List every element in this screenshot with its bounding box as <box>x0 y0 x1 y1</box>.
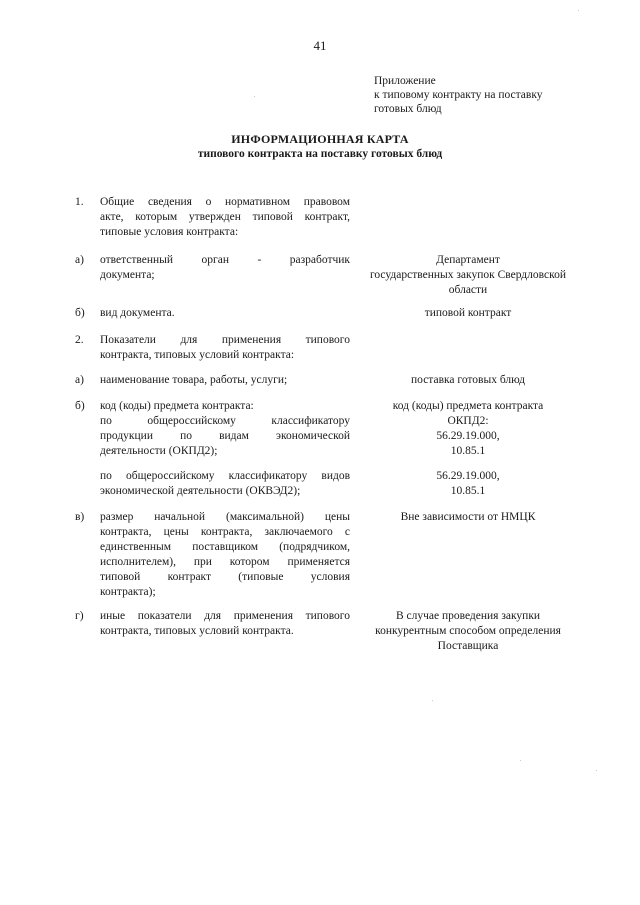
item-value <box>354 609 582 654</box>
item-description <box>100 510 350 600</box>
item-description-line: наименование товара, работы, услуги; <box>100 374 288 386</box>
item-description-line: типовой контракт (типовые условия <box>100 571 350 583</box>
document-title: ИНФОРМАЦИОННАЯ КАРТА <box>231 132 409 146</box>
item-description-line: типовые условия контракта: <box>100 226 239 238</box>
item-description-line: исполнителем), при котором применяется <box>100 556 350 568</box>
item-description-line: по общероссийскому классификатору <box>100 415 350 427</box>
item-description-line: вид документа. <box>100 307 175 319</box>
item-value-line: государственных закупок Свердловской <box>369 269 567 281</box>
scan-speck <box>432 700 433 701</box>
item-description-line: экономической деятельности (ОКВЭД2); <box>100 485 301 497</box>
item-value-line: Департамент <box>436 254 500 266</box>
item-value-line: ОКПД2: <box>447 415 489 427</box>
appendix-line: к типовому контракту на поставку <box>374 89 543 101</box>
item-value-line: В случае проведения закупки <box>395 610 541 622</box>
item-value-line: типовой контракт <box>424 307 512 319</box>
item-description <box>100 195 350 240</box>
item-number: г) <box>75 610 84 622</box>
item-number: б) <box>75 307 85 319</box>
item-description-line: продукции по видам экономической <box>100 430 350 442</box>
item-value <box>354 373 582 388</box>
item-number: а) <box>75 254 84 266</box>
item-description-line: контракта); <box>100 586 156 598</box>
item-description-line: деятельности (ОКПД2); <box>100 445 218 457</box>
item-description-line: акте, которым утвержден типовой контракт, <box>100 211 350 223</box>
appendix-note <box>374 74 614 116</box>
item-value-line: код (коды) предмета контракта <box>392 400 544 412</box>
scan-speck <box>520 760 521 761</box>
item-description <box>100 253 350 283</box>
item-value-line: поставка готовых блюд <box>411 374 525 386</box>
item-description-line: контракта, типовых условий контракта. <box>100 625 294 637</box>
item-description-line: контракта, типовых условий контракта: <box>100 349 295 361</box>
item-value <box>354 253 582 298</box>
item-value-line: Вне зависимости от НМЦК <box>400 511 536 523</box>
item-value-line: 10.85.1 <box>450 445 486 457</box>
item-number: а) <box>75 374 84 386</box>
item-value <box>354 469 582 499</box>
item-description-line: ответственный орган - разработчик <box>100 254 350 266</box>
item-description-line: размер начальной (максимальной) цены <box>100 511 350 523</box>
item-value-line: 10.85.1 <box>450 485 486 497</box>
item-description-line: Показатели для применения типового <box>100 334 350 346</box>
item-number: 2. <box>75 334 84 346</box>
appendix-line: Приложение <box>374 75 436 87</box>
item-description <box>100 373 350 388</box>
item-value <box>354 399 582 459</box>
item-number: в) <box>75 511 85 523</box>
item-value <box>354 306 582 321</box>
item-value-line: конкурентным способом определения <box>375 625 561 637</box>
item-description-line: единственным поставщиком (подрядчиком, <box>100 541 350 553</box>
page-number: 41 <box>313 38 327 53</box>
item-description-line: Общие сведения о нормативном правовом <box>100 196 350 208</box>
item-description <box>100 306 350 321</box>
item-description-line: иные показатели для применения типового <box>100 610 350 622</box>
item-value-line: 56.29.19.000, <box>436 470 500 482</box>
item-description-line: код (коды) предмета контракта: <box>100 400 254 412</box>
item-description-line: документа; <box>100 269 155 281</box>
item-description <box>100 333 350 363</box>
item-description <box>100 399 350 459</box>
document-subtitle: типового контракта на поставку готовых блюд <box>197 148 443 160</box>
item-description-line: по общероссийскому классификатору видов <box>100 470 350 482</box>
item-value <box>354 510 582 525</box>
item-description-line: контракта, цены контракта, заключаемого с <box>100 526 350 538</box>
scan-speck <box>254 96 255 97</box>
item-number: 1. <box>75 196 84 208</box>
scan-speck <box>578 10 579 11</box>
item-value-line: области <box>448 284 488 296</box>
scan-speck <box>596 770 597 771</box>
item-number: б) <box>75 400 85 412</box>
appendix-line: готовых блюд <box>374 103 442 115</box>
item-value-line: Поставщика <box>437 640 499 652</box>
item-description <box>100 469 350 499</box>
item-value-line: 56.29.19.000, <box>436 430 500 442</box>
item-description <box>100 609 350 639</box>
